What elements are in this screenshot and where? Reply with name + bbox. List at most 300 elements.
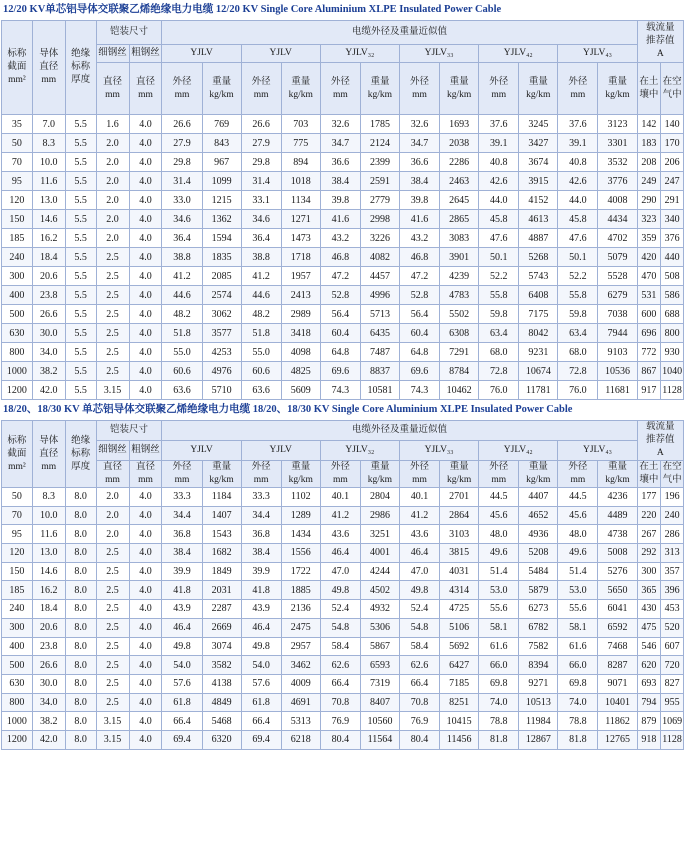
table-cell: 34.0 <box>32 343 65 362</box>
table-cell: 8.0 <box>65 562 96 581</box>
table-cell: 53.0 <box>479 581 519 600</box>
table-cell: 45.6 <box>479 506 519 525</box>
table-cell: 1785 <box>360 115 399 134</box>
table-cell: 290 <box>637 191 661 210</box>
table-cell: 240 <box>661 506 684 525</box>
in-soil-header-line: 在土 <box>639 76 659 87</box>
table-cell: 420 <box>637 248 661 267</box>
table-cell: 4.0 <box>129 248 162 267</box>
cable-type-header: YJLV₄₂ <box>479 45 558 63</box>
table-cell: 1693 <box>440 115 479 134</box>
table-row <box>2 656 684 675</box>
fine-wire-diameter-header <box>96 63 129 115</box>
table-cell: 69.8 <box>558 674 598 693</box>
table-cell: 150 <box>2 210 33 229</box>
table-cell: 51.4 <box>479 562 519 581</box>
table-cell: 3123 <box>598 115 637 134</box>
armour-size-header: 铠装尺寸 <box>96 421 162 441</box>
table-cell: 41.6 <box>399 210 439 229</box>
table-cell: 843 <box>202 134 241 153</box>
insulation-thickness-header <box>65 421 96 488</box>
weight-header-line: 重量 <box>608 76 628 87</box>
insulation-thickness-header <box>65 21 96 115</box>
table-cell: 2.5 <box>96 581 129 600</box>
table-cell: 531 <box>637 286 661 305</box>
table-cell: 54.0 <box>241 656 281 675</box>
table-cell: 5276 <box>598 562 637 581</box>
table-cell: 300 <box>2 267 33 286</box>
table-cell: 41.2 <box>320 506 360 525</box>
table-cell: 5528 <box>598 267 637 286</box>
table-row <box>2 172 684 191</box>
table-cell: 38.2 <box>32 362 65 381</box>
table-cell: 3901 <box>440 248 479 267</box>
table-cell: 48.2 <box>241 305 281 324</box>
table-cell: 7175 <box>519 305 558 324</box>
table-cell: 26.6 <box>32 656 65 675</box>
table-cell: 62.6 <box>399 656 439 675</box>
table-cell: 49.8 <box>320 581 360 600</box>
table-cell: 63.6 <box>162 381 202 400</box>
cable-type-header: YJLV₄₃ <box>558 441 637 461</box>
cable-type-header: YJLV <box>162 45 241 63</box>
table-cell: 63.6 <box>241 381 281 400</box>
cable-type-header: YJLV₃₃ <box>399 441 478 461</box>
table-cell: 2.5 <box>96 286 129 305</box>
weight-header <box>598 461 637 488</box>
table-cell: 4314 <box>440 581 479 600</box>
table-cell: 2038 <box>440 134 479 153</box>
section-2 <box>0 400 685 750</box>
table-row <box>2 506 684 525</box>
fine-wire-header: 细钢丝 <box>96 45 129 63</box>
table-cell: 10581 <box>360 381 399 400</box>
table-cell: 40.8 <box>558 153 598 172</box>
table-cell: 120 <box>2 544 33 563</box>
table-row <box>2 115 684 134</box>
table-cell: 7582 <box>519 637 558 656</box>
table-cell: 76.9 <box>399 712 439 731</box>
table-cell: 26.6 <box>32 305 65 324</box>
table-cell: 6592 <box>598 618 637 637</box>
table-cell: 4652 <box>519 506 558 525</box>
table-cell: 4.0 <box>129 488 162 507</box>
table-cell: 3251 <box>360 525 399 544</box>
nominal-area-header-line: 标称 <box>7 49 27 59</box>
table-cell: 41.8 <box>241 581 281 600</box>
table-cell: 44.0 <box>558 191 598 210</box>
table-cell: 54.8 <box>320 618 360 637</box>
table-cell: 249 <box>637 172 661 191</box>
table-cell: 4.0 <box>129 381 162 400</box>
table-cell: 2989 <box>281 305 320 324</box>
conductor-diameter-header <box>32 421 65 488</box>
table-cell: 4489 <box>598 506 637 525</box>
table-cell: 74.3 <box>399 381 439 400</box>
table-cell: 1362 <box>202 210 241 229</box>
table-cell: 4008 <box>598 191 637 210</box>
table-cell: 42.0 <box>32 381 65 400</box>
table-cell: 45.8 <box>479 210 519 229</box>
table-cell: 38.8 <box>162 248 202 267</box>
table-row <box>2 286 684 305</box>
table-cell: 12765 <box>598 730 637 749</box>
outer-diameter-header <box>320 63 360 115</box>
table-cell: 2.5 <box>96 267 129 286</box>
table-cell: 6427 <box>440 656 479 675</box>
table-cell: 32.6 <box>399 115 439 134</box>
table-cell: 5008 <box>598 544 637 563</box>
table-cell: 8407 <box>360 693 399 712</box>
table-cell: 10513 <box>519 693 558 712</box>
table-row <box>2 134 684 153</box>
table-cell: 7185 <box>440 674 479 693</box>
table-cell: 70 <box>2 153 33 172</box>
table-cell: 800 <box>2 693 33 712</box>
table-cell: 4.0 <box>129 712 162 731</box>
outer-diameter-header-line: mm <box>491 475 507 485</box>
weight-header-line: kg/km <box>605 89 630 100</box>
table-cell: 3245 <box>519 115 558 134</box>
table-cell: 4.0 <box>129 191 162 210</box>
table-cell: 500 <box>2 656 33 675</box>
table-cell: 38.4 <box>162 544 202 563</box>
table-cell: 1040 <box>661 362 684 381</box>
table-cell: 867 <box>637 362 661 381</box>
table-cell: 918 <box>637 730 661 749</box>
table-cell: 2.5 <box>96 544 129 563</box>
table-cell: 2286 <box>440 153 479 172</box>
ampacity-header-line: 载流量 <box>646 422 675 432</box>
table-row <box>2 229 684 248</box>
table-cell: 5.5 <box>65 229 96 248</box>
table-cell: 69.6 <box>399 362 439 381</box>
cable-type-header: YJLV₃₂ <box>320 45 399 63</box>
table-cell: 4.0 <box>129 581 162 600</box>
table-cell: 453 <box>661 600 684 619</box>
table-cell: 5.5 <box>65 248 96 267</box>
table-cell: 3.15 <box>96 730 129 749</box>
table-row <box>2 712 684 731</box>
table-cell: 51.4 <box>558 562 598 581</box>
table-cell: 4.0 <box>129 210 162 229</box>
weight-header-line: 重量 <box>370 76 390 87</box>
table-cell: 40.8 <box>479 153 519 172</box>
table-cell: 196 <box>661 488 684 507</box>
table-cell: 36.6 <box>399 153 439 172</box>
table-cell: 55.8 <box>479 286 519 305</box>
table-cell: 4.0 <box>129 153 162 172</box>
table-cell: 2.5 <box>96 656 129 675</box>
table-cell: 2124 <box>360 134 399 153</box>
table-cell: 27.9 <box>162 134 202 153</box>
table-cell: 7944 <box>598 324 637 343</box>
table-cell: 5468 <box>202 712 241 731</box>
table-cell: 32.6 <box>320 115 360 134</box>
table-cell: 38.8 <box>241 248 281 267</box>
table-cell: 1128 <box>661 381 684 400</box>
fine-wire-diameter-header-line: 直径 <box>103 462 123 472</box>
in-air-header-line: 气中 <box>662 89 682 100</box>
conductor-diameter-header-line: mm <box>41 461 57 472</box>
table-cell: 10.0 <box>32 153 65 172</box>
table-cell: 630 <box>2 674 33 693</box>
weight-header-line: 重量 <box>212 462 232 472</box>
table-cell: 8251 <box>440 693 479 712</box>
weight-header <box>440 461 479 488</box>
table-cell: 37.6 <box>558 115 598 134</box>
table-cell: 4.0 <box>129 637 162 656</box>
table-row <box>2 153 684 172</box>
conductor-diameter-header-line: 直径 <box>39 448 59 459</box>
table-cell: 34.6 <box>162 210 202 229</box>
table-cell: 300 <box>637 562 661 581</box>
table-cell: 5.5 <box>65 153 96 172</box>
in-air-header-line: 在空 <box>662 462 682 472</box>
table-cell: 720 <box>661 656 684 675</box>
table-cell: 47.6 <box>479 229 519 248</box>
table-cell: 33.1 <box>241 191 281 210</box>
table-cell: 50 <box>2 134 33 153</box>
table-cell: 693 <box>637 674 661 693</box>
table-cell: 967 <box>202 153 241 172</box>
table-cell: 39.8 <box>399 191 439 210</box>
table-cell: 8.0 <box>65 618 96 637</box>
table-cell: 78.8 <box>558 712 598 731</box>
table-cell: 5.5 <box>65 381 96 400</box>
table-cell: 1000 <box>2 362 33 381</box>
table-cell: 2.0 <box>96 134 129 153</box>
outer-diameter-header-line: 外径 <box>251 76 271 87</box>
table-cell: 220 <box>637 506 661 525</box>
ampacity-header <box>637 21 683 63</box>
table-cell: 1289 <box>281 506 320 525</box>
weight-header-line: kg/km <box>209 89 234 100</box>
table-cell: 3.15 <box>96 381 129 400</box>
table-cell: 61.6 <box>558 637 598 656</box>
table-cell: 3674 <box>519 153 558 172</box>
table-cell: 8784 <box>440 362 479 381</box>
table-cell: 3062 <box>202 305 241 324</box>
table-cell: 1594 <box>202 229 241 248</box>
table-cell: 46.8 <box>399 248 439 267</box>
table-cell: 696 <box>637 324 661 343</box>
table-cell: 54.8 <box>399 618 439 637</box>
table-cell: 16.2 <box>32 229 65 248</box>
table-cell: 4457 <box>360 267 399 286</box>
table-cell: 60.6 <box>241 362 281 381</box>
table-cell: 5713 <box>360 305 399 324</box>
table-cell: 340 <box>661 210 684 229</box>
section-1 <box>0 0 685 400</box>
table-row <box>2 267 684 286</box>
table-cell: 376 <box>661 229 684 248</box>
table-cell: 61.6 <box>479 637 519 656</box>
coarse-wire-diameter-header <box>129 63 162 115</box>
table-cell: 775 <box>281 134 320 153</box>
outer-diameter-header-line: 外径 <box>568 462 588 472</box>
weight-header-line: kg/km <box>446 89 472 100</box>
table-cell: 74.0 <box>479 693 519 712</box>
table-cell: 2804 <box>360 488 399 507</box>
table-cell: 5.5 <box>65 286 96 305</box>
weight-header-line: kg/km <box>209 475 234 485</box>
table-cell: 400 <box>2 286 33 305</box>
table-cell: 1722 <box>281 562 320 581</box>
table-cell: 1200 <box>2 381 33 400</box>
table-cell: 2.5 <box>96 362 129 381</box>
table-cell: 29.8 <box>162 153 202 172</box>
table-cell: 27.9 <box>241 134 281 153</box>
table-cell: 58.4 <box>399 637 439 656</box>
table-cell: 43.6 <box>399 525 439 544</box>
table-cell: 10536 <box>598 362 637 381</box>
table-cell: 2475 <box>281 618 320 637</box>
table-cell: 6435 <box>360 324 399 343</box>
table-cell: 76.9 <box>320 712 360 731</box>
table-cell: 2031 <box>202 581 241 600</box>
table-cell: 8.0 <box>65 693 96 712</box>
table-cell: 1885 <box>281 581 320 600</box>
outer-diameter-header <box>479 461 519 488</box>
weight-header <box>360 63 399 115</box>
table-cell: 1200 <box>2 730 33 749</box>
table-cell: 5609 <box>281 381 320 400</box>
table-cell: 39.8 <box>320 191 360 210</box>
table-cell: 8.0 <box>65 488 96 507</box>
table-row <box>2 324 684 343</box>
cable-table <box>1 420 684 750</box>
table-cell: 3226 <box>360 229 399 248</box>
table-cell: 7319 <box>360 674 399 693</box>
weight-header-line: kg/km <box>526 475 551 485</box>
table-cell: 2.5 <box>96 637 129 656</box>
table-cell: 43.6 <box>320 525 360 544</box>
table-cell: 4783 <box>440 286 479 305</box>
weight-header-line: 重量 <box>449 462 469 472</box>
section-title: 12/20 KV单芯铝导体交联聚乙烯绝缘电力电缆 12/20 KV Single Core Aluminium XLPE Insulated Power Cable <box>3 4 502 15</box>
table-cell: 1018 <box>281 172 320 191</box>
table-cell: 30.0 <box>32 674 65 693</box>
table-cell: 4976 <box>202 362 241 381</box>
cable-od-weight-header: 电缆外径及重量近似值 <box>162 21 637 45</box>
table-cell: 4849 <box>202 693 241 712</box>
table-cell: 4253 <box>202 343 241 362</box>
table-row <box>2 525 684 544</box>
table-cell: 4691 <box>281 693 320 712</box>
table-cell: 69.8 <box>479 674 519 693</box>
table-cell: 291 <box>661 191 684 210</box>
outer-diameter-header-line: mm <box>412 89 427 100</box>
table-cell: 10401 <box>598 693 637 712</box>
table-cell: 11862 <box>598 712 637 731</box>
table-cell: 396 <box>661 581 684 600</box>
table-cell: 8.0 <box>65 581 96 600</box>
table-cell: 7038 <box>598 305 637 324</box>
cable-type-header: YJLV₃₂ <box>320 441 399 461</box>
outer-diameter-header-line: 外径 <box>489 462 509 472</box>
table-cell: 9071 <box>598 674 637 693</box>
table-cell: 4009 <box>281 674 320 693</box>
outer-diameter-header-line: mm <box>253 475 269 485</box>
table-cell: 34.4 <box>162 506 202 525</box>
table-cell: 5.5 <box>65 305 96 324</box>
table-cell: 286 <box>661 525 684 544</box>
table-cell: 29.8 <box>241 153 281 172</box>
table-cell: 313 <box>661 544 684 563</box>
table-cell: 247 <box>661 172 684 191</box>
table-cell: 703 <box>281 115 320 134</box>
table-cell: 8394 <box>519 656 558 675</box>
table-cell: 4152 <box>519 191 558 210</box>
table-cell: 44.0 <box>479 191 519 210</box>
table-cell: 46.4 <box>241 618 281 637</box>
table-cell: 36.4 <box>162 229 202 248</box>
coarse-wire-diameter-header-line: 直径 <box>135 462 155 472</box>
outer-diameter-header-line: 外径 <box>489 76 509 87</box>
table-cell: 5484 <box>519 562 558 581</box>
in-air-header-line: 气中 <box>662 475 682 485</box>
table-cell: 1099 <box>202 172 241 191</box>
table-cell: 2669 <box>202 618 241 637</box>
table-cell: 95 <box>2 525 33 544</box>
table-cell: 18.4 <box>32 248 65 267</box>
table-cell: 508 <box>661 267 684 286</box>
table-cell: 8042 <box>519 324 558 343</box>
cable-type-header: YJLV₄₂ <box>479 441 558 461</box>
coarse-wire-diameter-header-line: mm <box>138 475 153 485</box>
table-cell: 5.5 <box>65 210 96 229</box>
insulation-thickness-header-line: 标称 <box>71 62 91 72</box>
table-cell: 3103 <box>440 525 479 544</box>
table-cell: 4138 <box>202 674 241 693</box>
table-row <box>2 600 684 619</box>
table-cell: 37.6 <box>479 115 519 134</box>
table-cell: 5743 <box>519 267 558 286</box>
table-cell: 4887 <box>519 229 558 248</box>
table-cell: 6273 <box>519 600 558 619</box>
insulation-thickness-header-line: 绝缘 <box>71 435 91 446</box>
cable-type-header: YJLV₃₃ <box>399 45 478 63</box>
table-row <box>2 362 684 381</box>
outer-diameter-header-line: mm <box>253 89 269 100</box>
nominal-area-header-line: 截面 <box>7 448 27 459</box>
table-cell: 74.3 <box>320 381 360 400</box>
table-cell: 4936 <box>519 525 558 544</box>
outer-diameter-header <box>162 63 202 115</box>
table-cell: 475 <box>637 618 661 637</box>
table-cell: 11681 <box>598 381 637 400</box>
table-cell: 5268 <box>519 248 558 267</box>
table-cell: 43.2 <box>399 229 439 248</box>
outer-diameter-header-line: mm <box>491 89 507 100</box>
table-row <box>2 248 684 267</box>
in-air-header-line: 在空 <box>662 76 682 87</box>
table-cell: 2.5 <box>96 674 129 693</box>
outer-diameter-header-line: 外径 <box>330 76 350 87</box>
table-cell: 33.0 <box>162 191 202 210</box>
section-title: 18/20、18/30 KV 单芯铝导体交联聚乙烯绝缘电力电缆 18/20、18/30 KV Single Core Aluminium XLPE Insulated Power Cable <box>3 404 573 415</box>
table-cell: 72.8 <box>479 362 519 381</box>
outer-diameter-header <box>241 461 281 488</box>
outer-diameter-header-line: mm <box>332 475 348 485</box>
table-cell: 35 <box>2 115 33 134</box>
table-cell: 44.6 <box>162 286 202 305</box>
table-cell: 7.0 <box>32 115 65 134</box>
table-cell: 47.2 <box>320 267 360 286</box>
table-cell: 36.8 <box>162 525 202 544</box>
table-cell: 49.6 <box>558 544 598 563</box>
